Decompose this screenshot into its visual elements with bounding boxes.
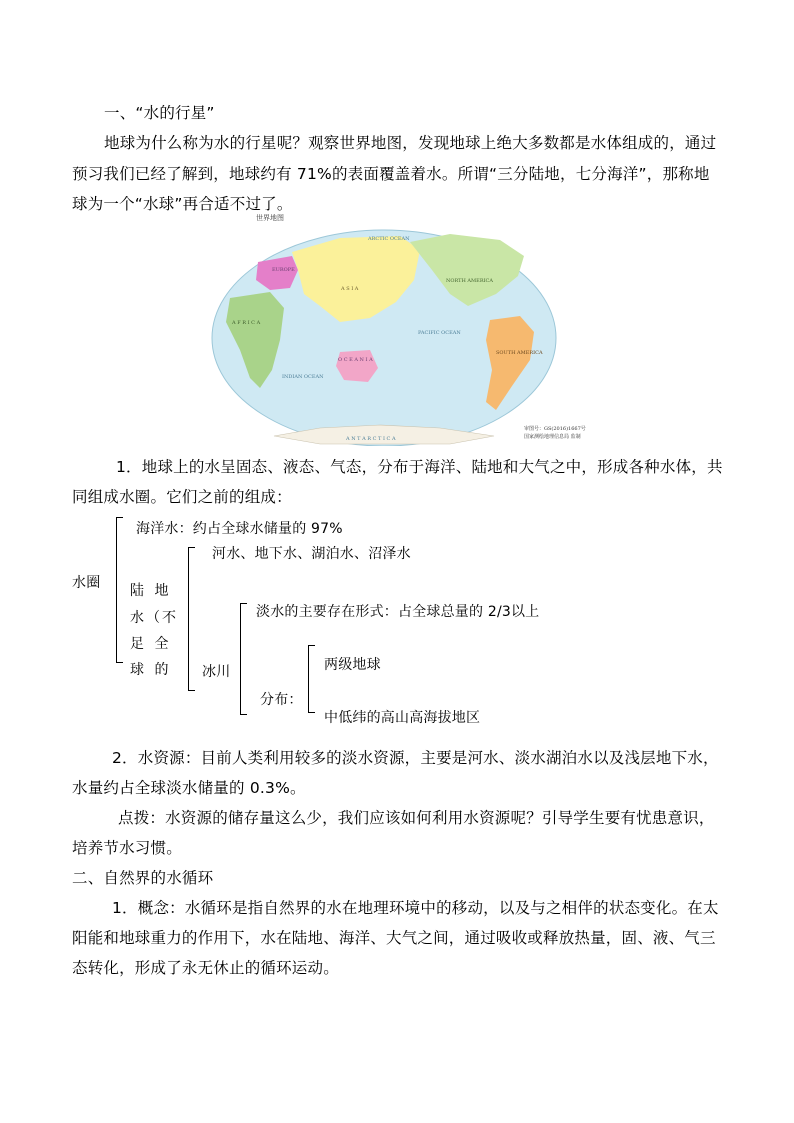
map-label-europe: EUROPE xyxy=(272,267,295,273)
map-label-south-america: SOUTH AMERICA xyxy=(496,350,543,356)
map-label-asia: A S I A xyxy=(341,286,359,292)
diagram-distribution: 分布： xyxy=(260,692,303,708)
point1-line-2: 同组成水圈。它们之前的组成： xyxy=(72,488,292,506)
diagram-glacier-main: 淡水的主要存在形式：占全球总量的 2/3以上 xyxy=(256,604,540,620)
section1-para-line-1: 地球为什么称为水的行星呢？观察世界地图，发现地球上绝大多数都是水体组成的，通过 xyxy=(104,134,717,152)
diagram-brace-land xyxy=(188,547,195,691)
section1-heading: 一、“水的行星” xyxy=(104,104,215,122)
diagram-root: 水圈 xyxy=(72,575,101,591)
diagram-land-line-4: 球 的 xyxy=(130,662,172,678)
diagram-land-sub: 河水、地下水、湖泊水、沼泽水 xyxy=(212,546,411,562)
diagram-land-line-1: 陆 地 xyxy=(130,583,172,599)
diagram-glacier: 冰川 xyxy=(202,664,231,680)
map-label-pacific: PACIFIC OCEAN xyxy=(418,330,461,336)
diagram-land-line-2: 水（不 xyxy=(130,610,178,626)
tip-line-1: 点拨：水资源的储存量这么少，我们应该如何利用水资源呢？引导学生要有忧患意识， xyxy=(118,809,715,827)
section2-concept-line-1: 1．概念：水循环是指自然界的水在地理环境中的移动，以及与之相伴的状态变化。在太 xyxy=(112,899,719,917)
section2-concept-line-2: 阳能和地球重力的作用下，水在陆地、海洋、大气之间，通过吸收或释放热量，固、液、气三 xyxy=(72,929,716,947)
tip-line-2: 培养节水习惯。 xyxy=(72,839,182,857)
point2-line-1: 2．水资源：目前人类利用较多的淡水资源，主要是河水、淡水湖泊水以及浅层地下水， xyxy=(112,749,719,767)
map-label-oceania: O C E A N I A xyxy=(338,357,373,363)
diagram-land-line-3: 足 全 xyxy=(130,636,172,652)
map-label-antarctica: A N T A R C T I C A xyxy=(346,436,396,442)
map-label-africa: A F R I C A xyxy=(232,320,261,326)
point1-line-1: 1．地球上的水呈固态、液态、气态，分布于海洋、陆地和大气之中，形成各种水体，共 xyxy=(116,458,723,476)
map-title: 世界地图 xyxy=(256,214,284,222)
diagram-ocean: 海洋水：约占全球水储量的 97% xyxy=(136,521,343,537)
diagram-brace-distribution xyxy=(308,645,315,713)
diagram-brace-main xyxy=(116,517,123,663)
map-label-indian: INDIAN OCEAN xyxy=(282,374,324,380)
map-approval-number: 审图号：GS(2016)1667号 xyxy=(524,426,586,432)
diagram-dist-a: 两级地球 xyxy=(324,657,381,673)
diagram-brace-glacier xyxy=(240,603,247,715)
section2-concept-line-3: 态转化，形成了永无休止的循环运动。 xyxy=(72,959,339,977)
map-approval-agency: 国家测绘地理信息局 监制 xyxy=(524,434,581,440)
section2-heading: 二、自然界的水循环 xyxy=(72,869,214,887)
diagram-dist-b: 中低纬的高山高海拔地区 xyxy=(324,710,481,726)
point2-line-2: 水量约占全球淡水储量的 0.3%。 xyxy=(72,779,306,797)
map-label-arctic: ARCTIC OCEAN xyxy=(368,236,410,242)
section1-para-line-3: 球为一个“水球”再合适不过了。 xyxy=(72,195,293,213)
section1-para-line-2: 预习我们已经了解到，地球约有 71%的表面覆盖着水。所谓“三分陆地，七分海洋”，那称地 xyxy=(72,165,710,183)
world-map xyxy=(200,210,594,446)
map-label-north-america: NORTH AMERICA xyxy=(446,278,493,284)
